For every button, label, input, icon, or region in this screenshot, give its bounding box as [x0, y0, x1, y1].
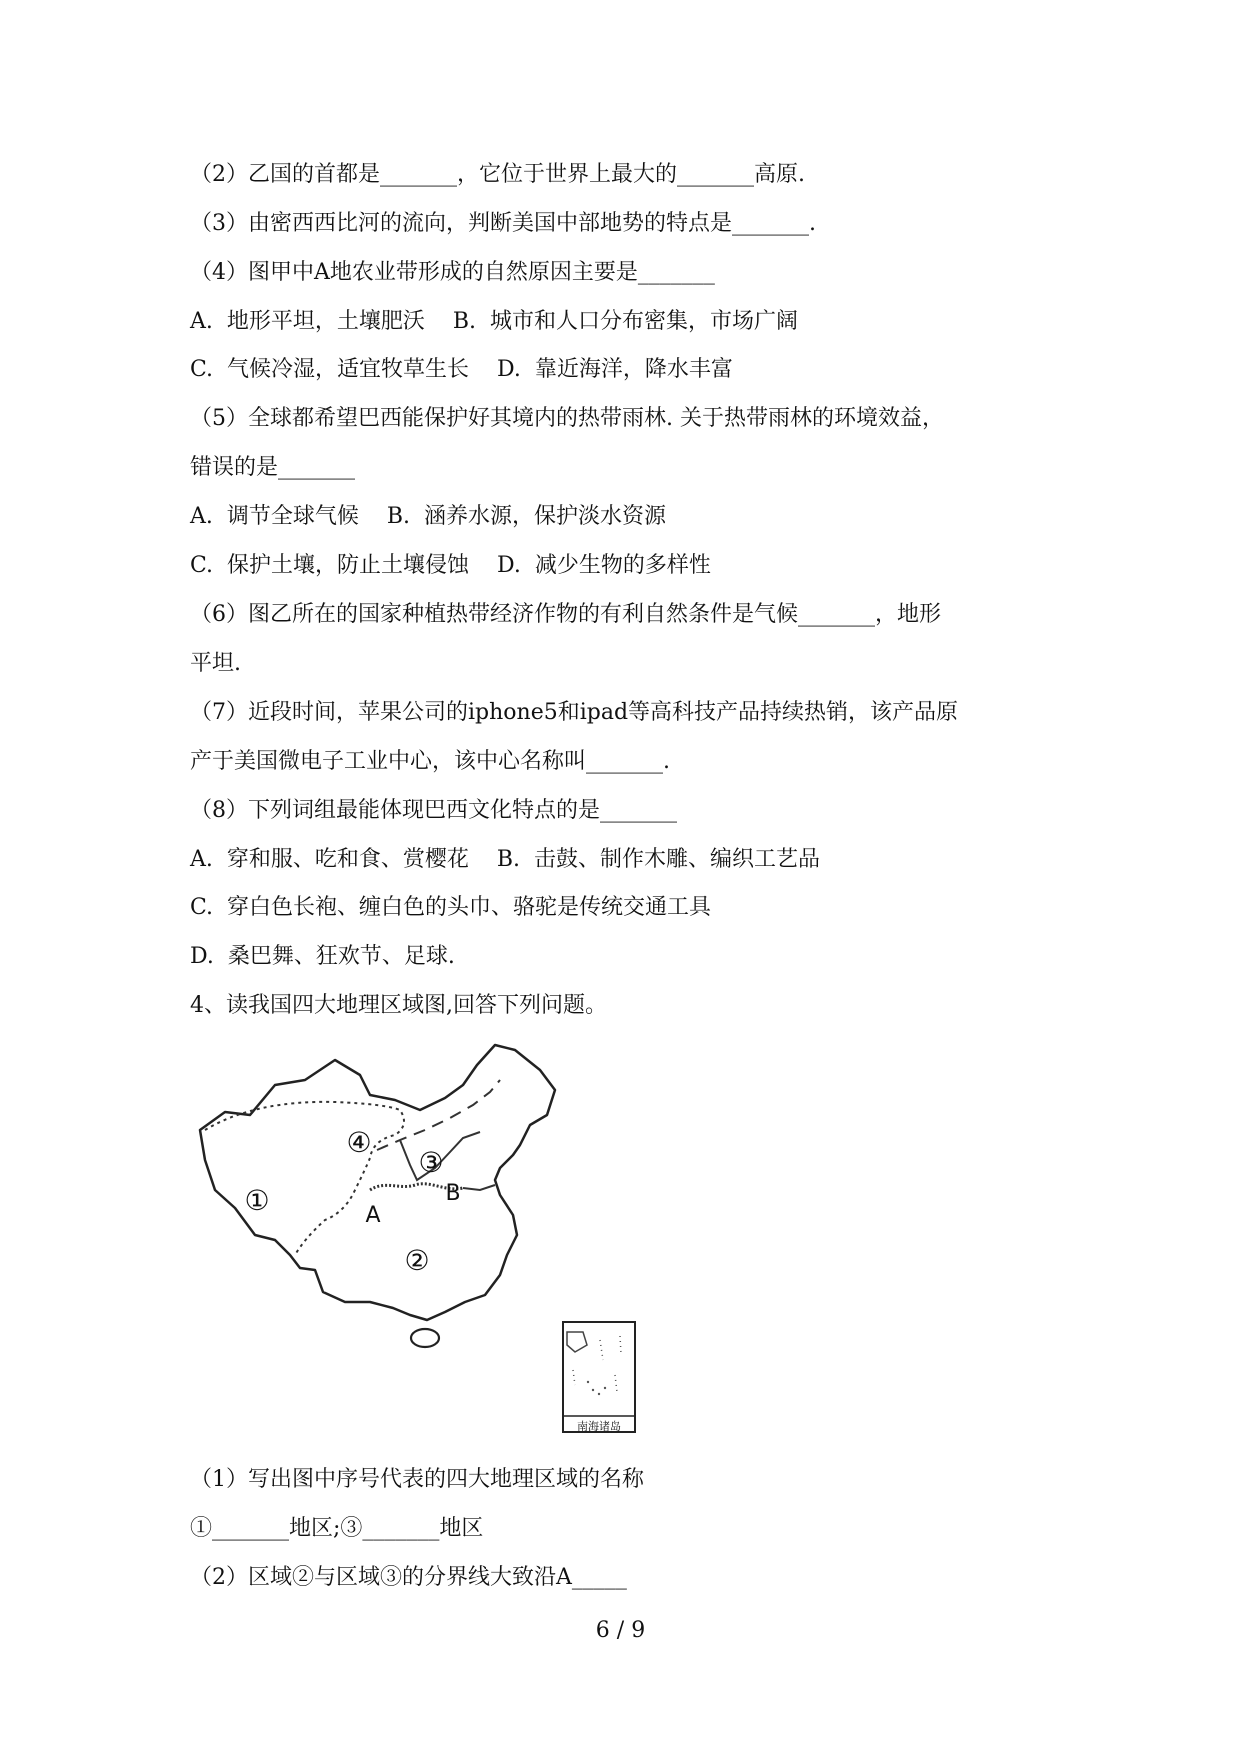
q3-8-options-ab: A. 穿和服、吃和食、赏樱花 B. 击鼓、制作木雕、编织工艺品	[190, 847, 820, 872]
q4-2-text: （2）区域②与区域③的分界线大致沿A_____	[190, 1565, 627, 1590]
china-regions-map	[195, 1040, 645, 1440]
point-a-label: A	[365, 1203, 381, 1228]
south-china-sea-inset	[563, 1322, 635, 1433]
region-3-label: ③	[418, 1146, 444, 1179]
region-1-label: ①	[244, 1184, 270, 1217]
qinghai-tibet-boundary	[205, 1102, 404, 1255]
region-4-label: ④	[346, 1126, 372, 1159]
q3-6-text-cont: 平坦.	[190, 651, 241, 676]
q3-4-options-cd: C. 气候冷湿，适宜牧草生长 D. 靠近海洋，降水丰富	[190, 357, 733, 382]
q3-4-options-ab: A. 地形平坦，土壤肥沃 B. 城市和人口分布密集，市场广阔	[190, 309, 798, 334]
huaihe-segment	[463, 1185, 495, 1190]
region-2-label: ②	[404, 1244, 430, 1277]
q4-1-text: （1）写出图中序号代表的四大地理区域的名称	[190, 1467, 644, 1492]
point-b-label: B	[445, 1181, 461, 1206]
q3-8-text: （8）下列词组最能体现巴西文化特点的是_______	[190, 798, 677, 823]
q3-5-text-cont: 错误的是_______	[190, 455, 356, 480]
hainan-island	[411, 1329, 439, 1347]
q4-1-blanks: ①_______地区;③_______地区	[190, 1516, 484, 1541]
china-outline	[200, 1045, 555, 1320]
q3-4-text: （4）图甲中A地农业带形成的自然原因主要是_______	[190, 260, 715, 285]
q4-heading: 4、读我国四大地理区域图,回答下列问题。	[190, 993, 607, 1018]
northwest-north-boundary	[377, 1080, 500, 1150]
q3-2-text: （2）乙国的首都是_______，它位于世界上最大的_______高原.	[190, 162, 805, 187]
q3-6-text: （6）图乙所在的国家种植热带经济作物的有利自然条件是气候_______，地形	[190, 602, 941, 627]
q3-8-option-d: D. 桑巴舞、狂欢节、足球.	[190, 944, 455, 969]
q3-5-text: （5）全球都希望巴西能保护好其境内的热带雨林. 关于热带雨林的环境效益，	[190, 406, 944, 431]
q3-8-option-c: C. 穿白色长袍、缠白色的头巾、骆驼是传统交通工具	[190, 895, 712, 920]
page-number: 6 / 9	[595, 1618, 646, 1643]
q3-5-options-ab: A. 调节全球气候 B. 涵养水源，保护淡水资源	[190, 504, 666, 529]
inset-label: 南海诸岛	[577, 1420, 621, 1433]
q3-5-options-cd: C. 保护土壤，防止土壤侵蚀 D. 减少生物的多样性	[190, 553, 711, 578]
q3-3-text: （3）由密西西比河的流向，判断美国中部地势的特点是_______.	[190, 211, 816, 236]
q3-7-text-cont: 产于美国微电子工业中心，该中心名称叫_______.	[190, 749, 670, 774]
q3-7-text: （7）近段时间，苹果公司的iphone5和ipad等高科技产品持续热销，该产品原	[190, 700, 959, 725]
